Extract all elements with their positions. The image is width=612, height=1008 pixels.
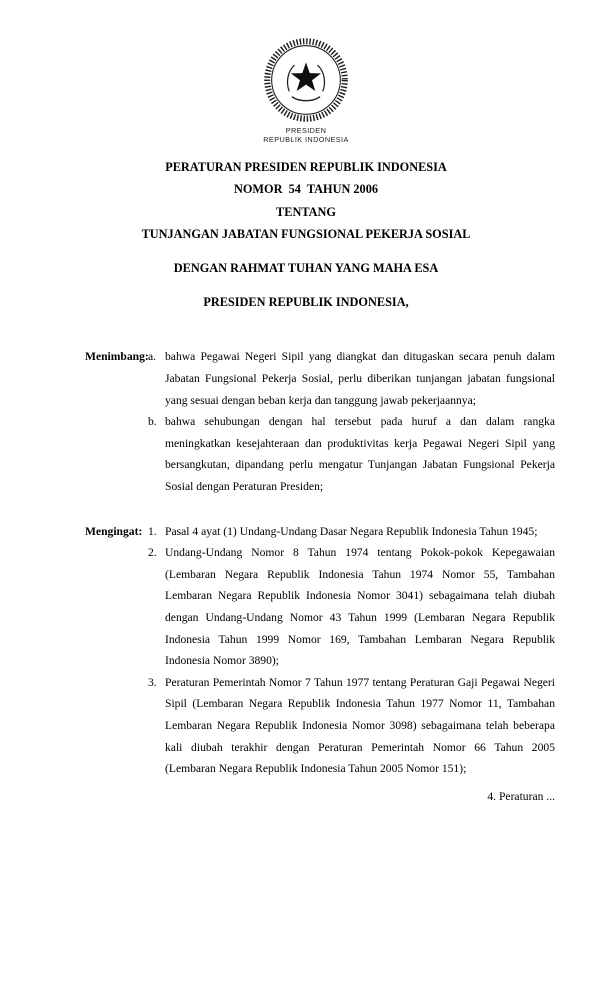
item-text: Pasal 4 ayat (1) Undang-Undang Dasar Negara Republik Indonesia Tahun 1945; [165,524,538,538]
section-menimbang [85,346,555,497]
section-label-menimbang [85,346,148,497]
list-item [148,346,555,411]
section-label-text: Mengingat [85,524,139,538]
item-text: Undang-Undang Nomor 8 Tahun 1974 tentang Pokok-pokok Kepegawaian (Lembaran Negara Republik Indonesia Tahun 1974 Nomor 55, Tambahan Lembaran Negara Republik Indonesia Nomor 3041) sebagaimana telah diubah dengan Undang-Undang Nomor 43 Tahun 1999 (Lembaran Negara Republik Indonesia Tahun 1999 Nomor 169, Tambahan Lembaran Negara Republik Indonesia Nomor 3890); [165,546,555,668]
item-marker: 1. [148,524,157,538]
section-mengingat [85,521,555,780]
letterhead-caption [0,126,612,145]
section-label-colon: : [138,524,143,538]
letterhead-presiden-label: PRESIDEN [285,126,327,135]
page-continuation: 4. Peraturan ... [487,789,555,803]
document-body [0,346,612,779]
item-marker: 3. [148,675,157,689]
presidential-seal-icon [262,36,350,124]
list-item [148,521,555,543]
section-label-text: Menimbang [85,350,145,364]
section-label-colon: : [144,350,149,364]
mengingat-items [148,521,555,780]
item-text: Peraturan Pemerintah Nomor 7 Tahun 1977 tentang Peraturan Gaji Pegawai Negeri Sipil (Lembaran Negara Republik Indonesia Tahun 1977 Nomor 11, Tambahan Lembaran Negara Republik Indonesia Nomor 3098) sebagaimana telah beberapa kali diubah terakhir dengan Peraturan Pemerintah Nomor 66 Tahun 2005 (Lembaran Negara Republik Indonesia Tahun 2005 Nomor 151); [165,675,555,776]
list-item [148,411,555,497]
section-label-mengingat [85,521,148,780]
invocation-line: DENGAN RAHMAT TUHAN YANG MAHA ESA [173,261,439,276]
item-text: bahwa Pegawai Negeri Sipil yang diangkat dan ditugaskan secara penuh dalam Jabatan Fungsional Pekerja Sosial, perlu diberikan tunjangan jabatan fungsional yang sesuai dengan beban kerja dan tanggung jawab pekerjaannya; [165,350,555,407]
letterhead [0,0,612,145]
issuer-line: PRESIDEN REPUBLIK INDONESIA, [203,295,409,310]
doc-number: NOMOR 54 TAHUN 2006 [233,182,379,197]
letterhead-republik-label: REPUBLIK INDONESIA [263,135,349,145]
item-marker: b. [148,415,157,429]
item-marker: 2. [148,546,157,560]
item-text: bahwa sehubungan dengan hal tersebut pada huruf a dan dalam rangka meningkatkan kesejahteraan dan produktivitas kerja Pegawai Negeri Sipil yang bersangkutan, dipandang perlu mengatur Tunjangan Jabatan Fungsional Pekerja Sosial dengan Peraturan Presiden; [165,415,555,494]
list-item [148,672,555,780]
item-marker: a. [148,350,157,364]
title-block [0,161,612,310]
doc-title: PERATURAN PRESIDEN REPUBLIK INDONESIA [165,159,447,174]
list-item [148,542,555,672]
doc-subject: TUNJANGAN JABATAN FUNGSIONAL PEKERJA SOSIAL [141,227,471,242]
menimbang-items [148,346,555,497]
tentang-label: TENTANG [276,204,336,219]
